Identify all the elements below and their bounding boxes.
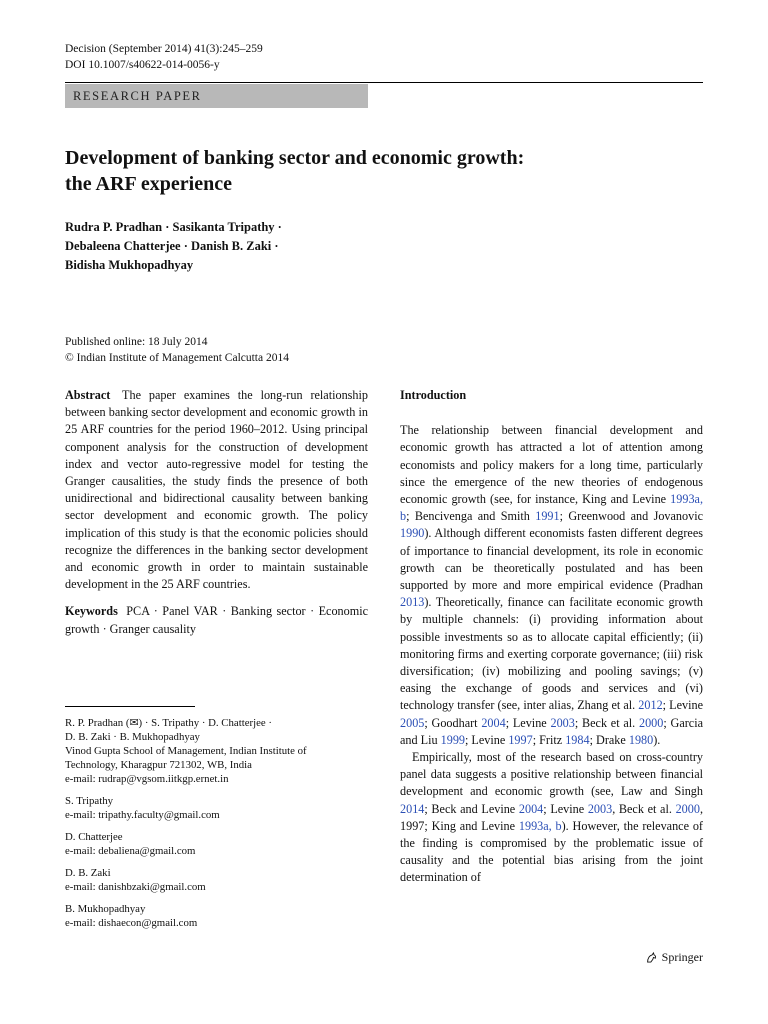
journal-citation: Decision (September 2014) 41(3):245–259	[65, 43, 263, 55]
keywords-label: Keywords	[65, 604, 118, 619]
abstract-text: The paper examines the long-run relationship between banking sector development and economic growth in 25 ARF countries for the period 1960–2012. Using principal component analysis for the construction of development index and vector auto-regressive model for testing the Granger causalities, the study finds the presence of both unidirectional and bidirectional causality between banking sector development and economic growth. The policy implication of this study is that the economic policies should recognize the differences in the banking sector development and economic growth in order to maintain sustainable development in the 25 ARF countries.	[65, 388, 368, 592]
intro-paragraph-2	[400, 749, 703, 887]
citation-link[interactable]: 2012	[638, 698, 663, 713]
publisher-name: Springer	[661, 950, 703, 964]
affiliation-line: D. B. Zaki · B. Mukhopadhyay	[65, 731, 200, 743]
citation-link[interactable]: 1984	[565, 732, 590, 747]
affiliation-block	[65, 866, 368, 894]
citation-link[interactable]: 1997	[508, 732, 533, 747]
title-line-1: Development of banking sector and economic growth:	[65, 147, 525, 169]
email-link[interactable]: e-mail: danishbzaki@gmail.com	[65, 881, 206, 893]
citation-link[interactable]: 2005	[400, 715, 425, 730]
intro-text: ). Theoretically, finance can facilitate economic growth by multiple channels: (i) providing information about possible investments so as to allocate capital efficiently; (ii) monitoring firms and exerting corporate governance; (iii) risk diversification; (iv) mobilizing and pooling savings; (v) easing the exchange of goods and services and (vi) technology transfer (see, inter alias, Zhang et al.	[400, 595, 703, 713]
citation-link[interactable]: 2004	[518, 801, 544, 816]
author-list	[65, 218, 282, 275]
intro-text: ; Drake	[589, 732, 629, 747]
intro-text: ; Bencivenga and Smith	[406, 509, 536, 524]
email-link[interactable]: e-mail: debaliena@gmail.com	[65, 845, 196, 857]
keywords-text: PCA · Panel VAR · Banking sector · Economic growth · Granger causality	[65, 604, 368, 636]
keywords	[65, 603, 368, 637]
intro-text: ; Goodhart	[424, 715, 482, 730]
intro-text: Empirically, most of the research based on cross-country panel data suggests a positive relationship between financial development and economic growth (see, Law and Singh	[400, 750, 703, 799]
citation-link[interactable]: 1993a, b	[518, 818, 562, 833]
footnote-rule	[65, 706, 195, 707]
intro-text: ). Although different economists fasten different degrees of importance to financial development, its role in economic growth can be theoretically postulated and has been supported by more and more empirical evidence (Pradhan	[400, 526, 703, 593]
abstract-label: Abstract	[65, 388, 111, 402]
publication-info	[65, 334, 289, 366]
affiliation-line: S. Tripathy	[65, 795, 114, 807]
citation-link[interactable]: 2014	[400, 801, 425, 816]
intro-text: ; Garcia and Liu	[400, 715, 703, 747]
right-column	[400, 387, 703, 887]
title-line-2: the ARF experience	[65, 173, 232, 195]
abstract	[65, 387, 368, 593]
affiliation-block	[65, 830, 368, 858]
article-type-banner: RESEARCH PAPER	[65, 84, 368, 108]
affiliation-line: R. P. Pradhan (✉) · S. Tripathy · D. Chatterjee ·	[65, 717, 272, 729]
publisher-footer	[645, 950, 703, 965]
citation-link[interactable]: 2003	[587, 801, 613, 816]
journal-meta	[65, 41, 263, 73]
citation-link[interactable]: 1993a, b	[400, 492, 703, 524]
intro-text: ; Levine	[543, 801, 588, 816]
header-rule	[65, 82, 703, 83]
intro-text: , 1997; King and Levine	[400, 801, 703, 833]
affiliations	[65, 716, 368, 938]
affiliation-line: B. Mukhopadhyay	[65, 903, 146, 915]
intro-text: ; Beck and Levine	[424, 801, 519, 816]
affiliation-block	[65, 794, 368, 822]
intro-text: ; Fritz	[532, 732, 566, 747]
intro-text: ; Beck et al.	[574, 715, 639, 730]
email-link[interactable]: e-mail: tripathy.faculty@gmail.com	[65, 809, 220, 821]
intro-paragraph-1	[400, 422, 703, 749]
affiliation-line: D. Chatterjee	[65, 831, 123, 843]
email-link[interactable]: e-mail: dishaecon@gmail.com	[65, 917, 198, 929]
citation-link[interactable]: 2000	[638, 715, 664, 730]
authors-line-2: Debaleena Chatterjee · Danish B. Zaki ·	[65, 239, 279, 253]
doi: DOI 10.1007/s40622-014-0056-y	[65, 59, 220, 71]
citation-link[interactable]: 2003	[550, 715, 575, 730]
citation-link[interactable]: 2013	[400, 595, 425, 610]
citation-link[interactable]: 1991	[535, 509, 560, 524]
citation-link[interactable]: 2000	[675, 801, 700, 816]
intro-text: ; Greenwood and Jovanovic	[559, 509, 703, 524]
published-date: Published online: 18 July 2014	[65, 336, 208, 348]
authors-line-1: Rudra P. Pradhan · Sasikanta Tripathy ·	[65, 220, 282, 234]
left-column	[65, 387, 368, 638]
affiliation-block	[65, 716, 368, 786]
affiliation-block	[65, 902, 368, 930]
intro-text: , Beck et al.	[612, 801, 676, 816]
intro-text: ; Levine	[662, 698, 703, 713]
authors-line-3: Bidisha Mukhopadhyay	[65, 258, 194, 272]
citation-link[interactable]: 2004	[481, 715, 506, 730]
affiliation-line: Vinod Gupta School of Management, Indian Institute of	[65, 745, 307, 757]
affiliation-line: Technology, Kharagpur 721302, WB, India	[65, 759, 252, 771]
citation-link[interactable]: 1999	[440, 732, 465, 747]
intro-text: ). However, the relevance of the finding is compromised by the problematic issue of causality and the potential bias arising from the joint determination of	[400, 818, 703, 885]
intro-text: ; Levine	[465, 732, 509, 747]
article-title	[65, 145, 524, 197]
intro-text: The relationship between financial development and economic growth has attracted a lot of attention among economists and policy makers for a long time, particularly since the emergence of the new theories of endogenous economic growth (see, for instance, King and Levine	[400, 423, 703, 507]
introduction-heading: Introduction	[400, 388, 467, 402]
affiliation-line: D. B. Zaki	[65, 867, 111, 879]
citation-link[interactable]: 1980	[628, 732, 654, 747]
intro-text: ; Levine	[505, 715, 551, 730]
email-link[interactable]: e-mail: rudrap@vgsom.iitkgp.ernet.in	[65, 773, 229, 785]
springer-horse-icon	[645, 951, 658, 964]
copyright: © Indian Institute of Management Calcutta 2014	[65, 352, 289, 364]
intro-text: ).	[653, 732, 661, 747]
citation-link[interactable]: 1990	[400, 526, 425, 541]
